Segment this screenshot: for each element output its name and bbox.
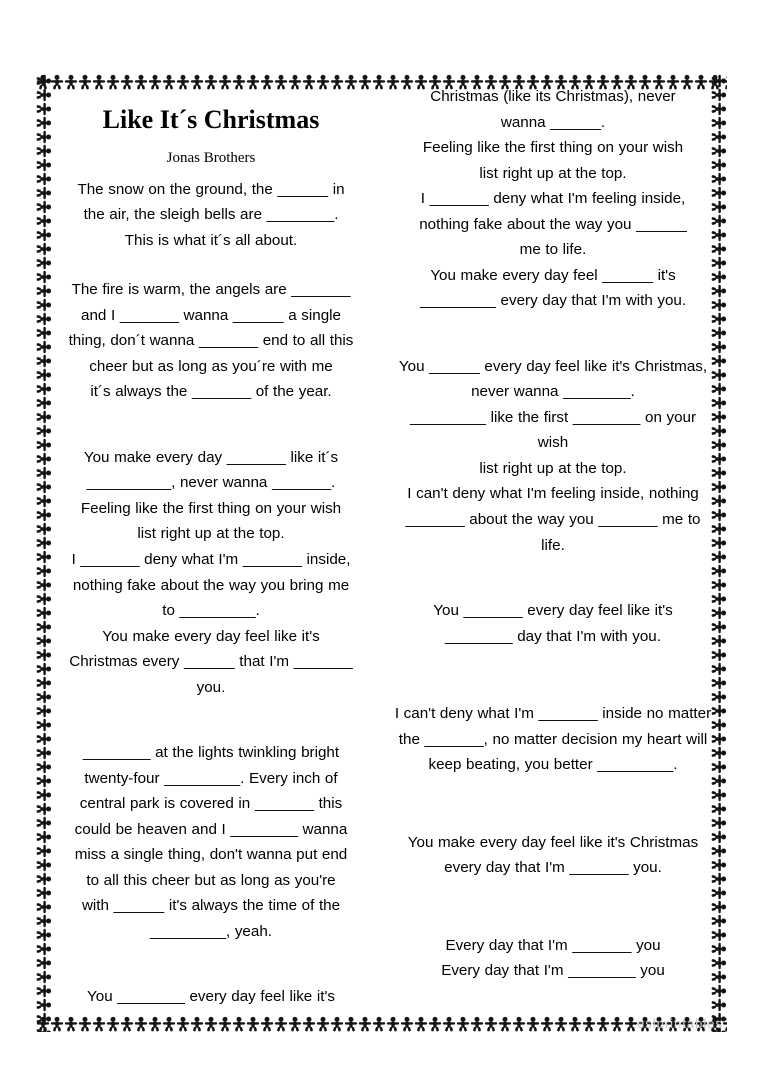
lyrics-line: You ______ every day feel like it's Christmas,	[398, 357, 708, 375]
lyrics-stanza	[394, 830, 712, 881]
lyrics-stanza	[394, 701, 712, 778]
lyrics-line: You ________ every day feel like it's	[87, 988, 335, 1006]
lyrics-line: I _______ deny what I'm _______ inside,	[71, 550, 351, 568]
lyrics-line: every day that I'm _______ you.	[444, 859, 662, 877]
border-edge-left	[36, 74, 52, 1032]
lyrics-stanza	[52, 277, 370, 405]
lyrics-line: The fire is warm, the angels are _______	[71, 281, 351, 299]
lyrics-line: central park is covered in _______ this	[79, 795, 343, 813]
worksheet-content	[52, 84, 712, 1022]
lyrics-column-right	[394, 84, 712, 1022]
lyrics-line: nothing fake about the way you bring me	[72, 576, 350, 594]
lyrics-line: _________ like the first ________ on your wish	[409, 408, 701, 452]
lyrics-line: Feeling like the first thing on your wish	[80, 499, 342, 517]
lyrics-line: __________, never wanna _______.	[86, 474, 336, 492]
song-artist: Jonas Brothers	[166, 149, 256, 166]
lyrics-stanza	[394, 598, 712, 649]
lyrics-line: you.	[196, 678, 226, 696]
lyrics-line: never wanna ________.	[471, 383, 635, 401]
lyrics-line: the air, the sleigh bells are ________.	[83, 206, 339, 224]
lyrics-stanza	[394, 933, 712, 984]
lyrics-line: The snow on the ground, the ______ in	[77, 180, 345, 198]
lyrics-line: This is what it´s all about.	[124, 231, 298, 249]
lyrics-line: You _______ every day feel like it's	[433, 602, 673, 620]
site-watermark: eslprintables	[637, 1016, 723, 1031]
page-title: Like It´s Christmas	[102, 105, 320, 134]
lyrics-line: list right up at the top.	[137, 525, 285, 543]
lyrics-line: _______ about the way you _______ me to life.	[405, 510, 706, 554]
lyrics-line: Christmas every ______ that I'm _______	[69, 653, 353, 671]
lyrics-line: thing, don´t wanna _______ end to all this	[68, 332, 354, 350]
lyrics-stanza	[394, 84, 712, 314]
lyrics-line: ________ at the lights twinkling bright	[82, 744, 340, 762]
lyrics-line: I can't deny what I'm feeling inside, nothing	[407, 485, 699, 503]
lyrics-stanza	[52, 984, 370, 1010]
lyrics-line: list right up at the top.	[479, 164, 627, 182]
lyrics-line: You make every day _______ like it´s	[83, 448, 339, 466]
lyrics-stanza	[52, 177, 370, 254]
lyrics-line: Every day that I'm ________ you	[441, 962, 665, 980]
lyrics-stanza	[52, 445, 370, 700]
lyrics-line: keep beating, you better _________.	[428, 756, 678, 774]
lyrics-line: it´s always the _______ of the year.	[90, 383, 332, 401]
lyrics-line: I _______ deny what I'm feeling inside,	[420, 190, 686, 208]
lyrics-line: the _______, no matter decision my heart will	[398, 730, 708, 748]
lyrics-line: Feeling like the first thing on your wish	[422, 139, 684, 157]
lyrics-line: to all this cheer but as long as you're	[86, 871, 336, 889]
lyrics-line: list right up at the top.	[479, 459, 627, 477]
lyrics-line: You make every day feel like it's Christmas	[407, 833, 699, 851]
lyrics-line: ________ day that I'm with you.	[445, 627, 661, 645]
lyrics-line: wanna ______.	[500, 113, 606, 131]
lyrics-line: and I _______ wanna ______ a single	[81, 306, 341, 324]
lyrics-stanza	[394, 354, 712, 558]
lyrics-line: I can't deny what I'm _______ inside no matter	[394, 705, 712, 723]
lyrics-line: nothing fake about the way you ______	[419, 215, 687, 233]
lyrics-line: _________ every day that I'm with you.	[419, 292, 687, 310]
lyrics-stanza	[52, 740, 370, 944]
lyrics-line: cheer but as long as you´re with me	[89, 357, 333, 375]
lyrics-line: miss a single thing, don't wanna put end	[74, 846, 348, 864]
lyrics-line: me to life.	[519, 241, 587, 259]
lyrics-line: to _________.	[162, 602, 260, 620]
lyrics-line: could be heaven and I ________ wanna	[74, 820, 348, 838]
lyrics-column-left	[52, 84, 370, 1022]
lyrics-line: Christmas (like its Christmas), never	[430, 88, 676, 105]
lyrics-line: You make every day feel ______ it's	[430, 266, 676, 284]
lyrics-line: You make every day feel like it's	[102, 627, 320, 645]
lyrics-line: Every day that I'm _______ you	[445, 936, 661, 954]
lyrics-line: with ______ it's always the time of the	[81, 897, 341, 915]
lyrics-line: twenty-four _________. Every inch of	[84, 769, 338, 787]
border-edge-right	[711, 74, 727, 1032]
lyrics-line: _________, yeah.	[149, 922, 272, 940]
